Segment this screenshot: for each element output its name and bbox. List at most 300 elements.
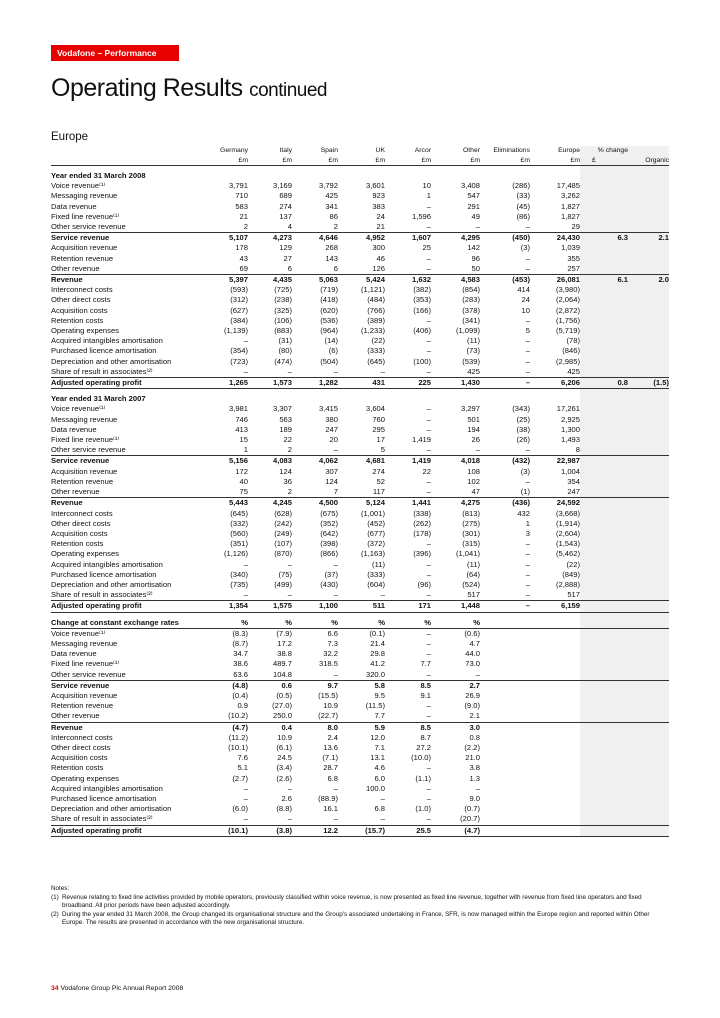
table-cell: (735) — [230, 579, 248, 589]
table-cell: 0.4 — [281, 722, 292, 732]
row-label: Acquired intangibles amortisation — [51, 783, 163, 793]
table-cell: (25) — [516, 414, 530, 424]
table-row — [51, 264, 669, 275]
row-label: Service revenue — [51, 456, 110, 466]
table-cell: 383 — [372, 201, 385, 211]
table-cell — [580, 580, 628, 590]
table-cell: 7.3 — [327, 638, 338, 648]
table-cell — [628, 477, 669, 487]
table-cell — [628, 774, 669, 784]
table-cell: (504) — [320, 356, 338, 366]
table-cell: (2,604) — [555, 528, 580, 538]
table-cell — [480, 814, 530, 825]
table-cell: 4,273 — [272, 233, 292, 243]
table-row — [51, 628, 669, 639]
row-label: Service revenue — [51, 680, 110, 690]
table-row — [51, 166, 669, 182]
table-cell: 517 — [530, 590, 580, 601]
table-cell: (351) — [230, 539, 248, 549]
table-cell: (37) — [324, 569, 338, 579]
table-cell: % change — [580, 146, 628, 156]
table-cell: 1,419 — [411, 456, 431, 466]
table-cell: 268 — [325, 243, 338, 253]
table-cell: 171 — [385, 601, 431, 612]
table-cell: 24 — [521, 295, 530, 305]
table-cell: (166) — [413, 305, 431, 315]
table-cell: 4,083 — [272, 456, 292, 466]
table-cell: 24.5 — [277, 753, 292, 763]
table-cell — [530, 711, 580, 722]
table-cell: % — [385, 618, 431, 629]
table-cell: – — [525, 253, 530, 263]
table-cell: 291 — [467, 201, 480, 211]
table-cell: 295 — [372, 424, 385, 434]
table-cell: – — [525, 539, 530, 549]
table-cell — [580, 590, 628, 601]
table-cell: 2.1 — [628, 233, 669, 244]
table-cell: 1,607 — [411, 233, 431, 243]
table-cell: 5,063 — [318, 275, 338, 285]
row-label: Operating expenses — [51, 326, 119, 336]
table-cell — [580, 181, 628, 191]
table-cell: 24 — [376, 211, 385, 221]
table-cell: (10.1) — [203, 825, 248, 836]
note-text: Revenue relating to fixed line activities provided by mobile operators, previously classified within voice revenue, is now presented as fixed line revenue, together with revenue from fixed line operators and fixed broadband. All prior periods have been adjusted accordingly. — [62, 893, 642, 909]
table-cell — [628, 487, 669, 498]
table-cell: – — [480, 445, 530, 456]
row-label: Service revenue — [51, 233, 110, 243]
row-label: Messaging revenue — [51, 191, 118, 201]
table-cell: (1,233) — [360, 326, 385, 336]
table-cell: 2 — [292, 222, 338, 233]
table-cell — [431, 389, 480, 405]
table-cell: (10.2) — [203, 711, 248, 722]
table-cell: 4.6 — [374, 763, 385, 773]
table-cell: (1.1) — [415, 773, 431, 783]
table-cell: 257 — [530, 264, 580, 275]
table-cell: 21 — [239, 211, 248, 221]
table-cell: 15 — [239, 435, 248, 445]
table-cell: 1,575 — [248, 601, 292, 612]
table-cell: 7.1 — [374, 742, 385, 752]
table-row — [51, 233, 669, 244]
table-row — [51, 743, 669, 753]
table-cell: 1 — [203, 445, 248, 456]
row-label: Interconnect costs — [51, 508, 113, 518]
table-cell — [628, 509, 669, 519]
section-tag: Vodafone – Performance — [51, 45, 179, 61]
table-cell: 3,297 — [460, 404, 480, 414]
row-label: Fixed line revenue⁽¹⁾ — [51, 435, 120, 445]
table-cell — [580, 560, 628, 570]
row-label: Acquisition revenue — [51, 243, 118, 253]
table-cell — [628, 264, 669, 275]
table-cell — [628, 570, 669, 580]
table-cell — [580, 415, 628, 425]
table-cell — [628, 743, 669, 753]
table-cell: (4.8) — [232, 680, 248, 690]
table-cell: 24,430 — [556, 233, 580, 243]
table-cell: – — [203, 367, 248, 378]
row-label: Purchased licence amortisation — [51, 346, 157, 356]
table-cell — [580, 191, 628, 201]
row-label: Acquisition costs — [51, 528, 108, 538]
table-cell — [580, 326, 628, 336]
table-cell — [580, 649, 628, 659]
table-cell: 124 — [325, 476, 338, 486]
table-row — [51, 659, 669, 669]
table-cell — [580, 570, 628, 580]
table-cell: – — [338, 590, 385, 601]
table-cell: – — [480, 264, 530, 275]
table-cell — [530, 691, 580, 701]
table-cell: – — [426, 414, 431, 424]
table-cell: 12.0 — [370, 732, 385, 742]
table-cell: 517 — [431, 590, 480, 601]
row-label: Retention revenue — [51, 701, 114, 711]
table-cell: 40 — [239, 476, 248, 486]
table-cell — [628, 628, 669, 639]
table-cell — [530, 814, 580, 825]
table-cell — [628, 425, 669, 435]
table-cell: 0.9 — [237, 701, 248, 711]
table-cell: 4,062 — [318, 456, 338, 466]
table-cell: 26 — [471, 435, 480, 445]
table-cell: (283) — [462, 295, 480, 305]
table-cell: 1,100 — [292, 601, 338, 612]
table-cell: (75) — [278, 569, 292, 579]
table-cell: (86) — [516, 211, 530, 221]
table-cell — [580, 628, 628, 639]
table-cell: 4,245 — [272, 498, 292, 508]
table-row — [51, 825, 669, 836]
note-1 — [51, 894, 669, 911]
table-cell: (100) — [413, 356, 431, 366]
table-cell: (524) — [462, 579, 480, 589]
table-row — [51, 560, 669, 570]
table-row — [51, 212, 669, 222]
table-cell: 3,307 — [272, 404, 292, 414]
table-cell: 2,925 — [560, 414, 580, 424]
table-cell: (2.6) — [276, 773, 292, 783]
row-label: Purchased licence amortisation — [51, 793, 157, 803]
table-cell: (73) — [466, 346, 480, 356]
table-row — [51, 477, 669, 487]
table-cell — [580, 346, 628, 356]
row-label: Data revenue — [51, 649, 97, 659]
table-cell: (0.5) — [276, 690, 292, 700]
table-cell: 425 — [530, 367, 580, 378]
table-cell — [628, 560, 669, 570]
table-cell: – — [248, 590, 292, 601]
table-cell — [203, 166, 248, 182]
table-cell: 3,791 — [228, 181, 248, 191]
table-cell: 10.9 — [323, 701, 338, 711]
table-cell: – — [287, 783, 292, 793]
table-cell — [628, 753, 669, 763]
table-row — [51, 316, 669, 326]
table-cell: 17 — [376, 435, 385, 445]
table-cell: 563 — [279, 414, 292, 424]
table-cell: (325) — [274, 305, 292, 315]
table-cell: (870) — [274, 549, 292, 559]
table-cell: 49 — [471, 211, 480, 221]
table-row — [51, 415, 669, 425]
table-cell — [580, 743, 628, 753]
table-cell: (593) — [230, 285, 248, 295]
table-cell: (452) — [367, 518, 385, 528]
table-row — [51, 753, 669, 763]
table-cell: 28.7 — [323, 763, 338, 773]
table-cell: 3,604 — [365, 404, 385, 414]
table-cell: (27.0) — [272, 701, 292, 711]
table-cell: (15.5) — [318, 690, 338, 700]
table-cell: (88.9) — [318, 793, 338, 803]
table-cell — [580, 264, 628, 275]
table-cell: 9.7 — [327, 680, 338, 690]
table-cell: 124 — [279, 466, 292, 476]
table-row — [51, 722, 669, 733]
table-cell: – — [426, 569, 431, 579]
table-cell — [628, 285, 669, 295]
table-row — [51, 601, 669, 612]
table-cell: (20.7) — [431, 814, 480, 825]
table-cell — [385, 166, 431, 182]
table-row — [51, 367, 669, 378]
table-cell: (38) — [516, 424, 530, 434]
table-cell: 501 — [467, 414, 480, 424]
table-cell: (642) — [320, 528, 338, 538]
row-label: Interconnect costs — [51, 732, 113, 742]
table-cell: 1,827 — [560, 211, 580, 221]
table-cell — [580, 529, 628, 539]
table-cell — [480, 733, 530, 743]
table-cell: 27.2 — [416, 742, 431, 752]
table-cell: – — [475, 783, 480, 793]
row-label: Data revenue — [51, 201, 97, 211]
table-cell: 3,408 — [460, 181, 480, 191]
table-row — [51, 243, 669, 253]
table-cell: (1,163) — [360, 549, 385, 559]
table-cell — [480, 743, 530, 753]
table-cell — [338, 166, 385, 182]
table-cell — [628, 670, 669, 681]
table-row — [51, 549, 669, 559]
table-cell — [480, 628, 530, 639]
table-cell — [628, 711, 669, 722]
table-cell: – — [525, 336, 530, 346]
table-row — [51, 326, 669, 336]
table-cell: 6 — [248, 264, 292, 275]
table-cell: (340) — [230, 569, 248, 579]
table-cell: (1,041) — [455, 549, 480, 559]
table-cell: 25 — [422, 243, 431, 253]
table-cell: 583 — [235, 201, 248, 211]
table-row — [51, 529, 669, 539]
table-cell — [203, 389, 248, 405]
table-cell: 13.1 — [370, 753, 385, 763]
table-cell: 1,004 — [560, 466, 580, 476]
table-cell: 10 — [422, 181, 431, 191]
table-cell: 413 — [235, 424, 248, 434]
row-label: Adjusted operating profit — [51, 378, 203, 389]
table-cell: (389) — [367, 315, 385, 325]
table-cell: – — [385, 711, 431, 722]
table-cell: 126 — [338, 264, 385, 275]
table-cell: 318.5 — [318, 659, 338, 669]
table-cell: (286) — [512, 181, 530, 191]
table-cell: Italy — [279, 147, 292, 154]
row-label: Share of result in associates⁽²⁾ — [51, 590, 203, 601]
table-cell: (536) — [320, 315, 338, 325]
table-cell — [580, 285, 628, 295]
table-cell: (398) — [320, 539, 338, 549]
table-cell — [580, 367, 628, 378]
table-cell: % — [203, 618, 248, 629]
table-cell: (22) — [371, 336, 385, 346]
table-cell — [580, 166, 628, 182]
table-cell: – — [525, 476, 530, 486]
table-cell: 10.9 — [277, 732, 292, 742]
table-cell: 26,081 — [556, 275, 580, 285]
table-cell — [480, 711, 530, 722]
table-cell: 21 — [338, 222, 385, 233]
table-cell: 6.1 — [580, 275, 628, 286]
table-cell: 1,265 — [203, 378, 248, 389]
table-row — [51, 425, 669, 435]
table-cell — [580, 733, 628, 743]
table-cell: (31) — [278, 336, 292, 346]
table-cell — [628, 254, 669, 264]
table-cell: 7 — [292, 487, 338, 498]
row-label: Acquisition costs — [51, 305, 108, 315]
table-cell: (406) — [413, 326, 431, 336]
row-label: Acquired intangibles amortisation — [51, 336, 163, 346]
table-cell: – — [203, 814, 248, 825]
table-cell: 4,295 — [460, 233, 480, 243]
table-cell: 9.5 — [374, 690, 385, 700]
table-cell — [580, 425, 628, 435]
table-cell: 2.0 — [628, 275, 669, 286]
table-cell — [431, 166, 480, 182]
table-cell: 4,583 — [460, 275, 480, 285]
row-label: Acquisition revenue — [51, 690, 118, 700]
table-cell — [628, 618, 669, 629]
title-suffix: continued — [249, 80, 327, 101]
table-cell: (80) — [278, 346, 292, 356]
table-cell: Eliminations — [493, 147, 530, 154]
table-cell: 1,300 — [560, 424, 580, 434]
table-cell — [480, 639, 530, 649]
table-cell: 21.4 — [370, 638, 385, 648]
table-cell: (338) — [413, 508, 431, 518]
table-cell — [480, 680, 530, 691]
row-label — [51, 146, 203, 156]
row-label: Depreciation and other amortisation — [51, 356, 172, 366]
page-title — [51, 74, 327, 103]
table-row — [51, 691, 669, 701]
table-cell: 172 — [235, 466, 248, 476]
table-cell: Arcor — [414, 147, 431, 154]
table-cell — [628, 222, 669, 233]
table-cell: – — [431, 445, 480, 456]
table-cell: % — [431, 618, 480, 629]
table-cell: 1,573 — [248, 378, 292, 389]
table-cell — [628, 701, 669, 711]
row-label: Acquisition revenue — [51, 466, 118, 476]
table-cell: 923 — [372, 191, 385, 201]
row-label: Other service revenue — [51, 222, 203, 233]
table-cell — [628, 467, 669, 477]
table-cell — [580, 794, 628, 804]
table-cell: 4,275 — [460, 498, 480, 508]
table-cell — [580, 680, 628, 691]
table-cell: (3.8) — [248, 825, 292, 836]
table-cell: (499) — [274, 579, 292, 589]
table-cell — [480, 753, 530, 763]
table-cell: 274 — [372, 466, 385, 476]
table-cell: 5.8 — [374, 680, 385, 690]
footer-text: Vodafone Group Plc Annual Report 2008 — [60, 985, 184, 992]
table-cell — [628, 649, 669, 659]
table-cell: 1,493 — [560, 435, 580, 445]
table-cell: – — [292, 670, 338, 681]
table-cell: 431 — [338, 378, 385, 389]
table-cell — [580, 639, 628, 649]
table-cell — [580, 487, 628, 498]
table-cell — [628, 794, 669, 804]
table-cell: (964) — [320, 326, 338, 336]
table-cell: (866) — [320, 549, 338, 559]
table-cell: 6.0 — [374, 773, 385, 783]
table-cell — [580, 477, 628, 487]
row-label: Retention revenue — [51, 476, 114, 486]
table-cell — [530, 670, 580, 681]
table-cell: 511 — [338, 601, 385, 612]
table-row — [51, 570, 669, 580]
table-cell — [530, 733, 580, 743]
table-cell — [580, 539, 628, 549]
table-cell: 129 — [279, 243, 292, 253]
row-label: Other direct costs — [51, 295, 111, 305]
row-label: Acquired intangibles amortisation — [51, 559, 163, 569]
table-cell: – — [525, 559, 530, 569]
table-cell: 300 — [372, 243, 385, 253]
table-cell: – — [480, 378, 530, 389]
table-cell: 108 — [467, 466, 480, 476]
table-cell: (1,914) — [555, 518, 580, 528]
table-cell: 1 — [525, 518, 530, 528]
table-row — [51, 814, 669, 825]
table-cell — [628, 691, 669, 701]
table-cell: 341 — [325, 201, 338, 211]
table-cell: (9.0) — [464, 701, 480, 711]
row-label: Adjusted operating profit — [51, 601, 203, 612]
table-cell: (107) — [274, 539, 292, 549]
table-cell: (1.5) — [628, 378, 669, 389]
table-cell: £m — [431, 156, 480, 166]
table-cell: 41.2 — [370, 659, 385, 669]
table-cell: Other — [463, 147, 480, 154]
table-cell: 354 — [567, 476, 580, 486]
table-cell — [580, 357, 628, 367]
table-cell: – — [426, 315, 431, 325]
table-cell: (15.7) — [338, 825, 385, 836]
table-cell: (854) — [462, 285, 480, 295]
table-cell — [530, 722, 580, 733]
table-cell — [530, 618, 580, 629]
table-cell: 307 — [325, 466, 338, 476]
